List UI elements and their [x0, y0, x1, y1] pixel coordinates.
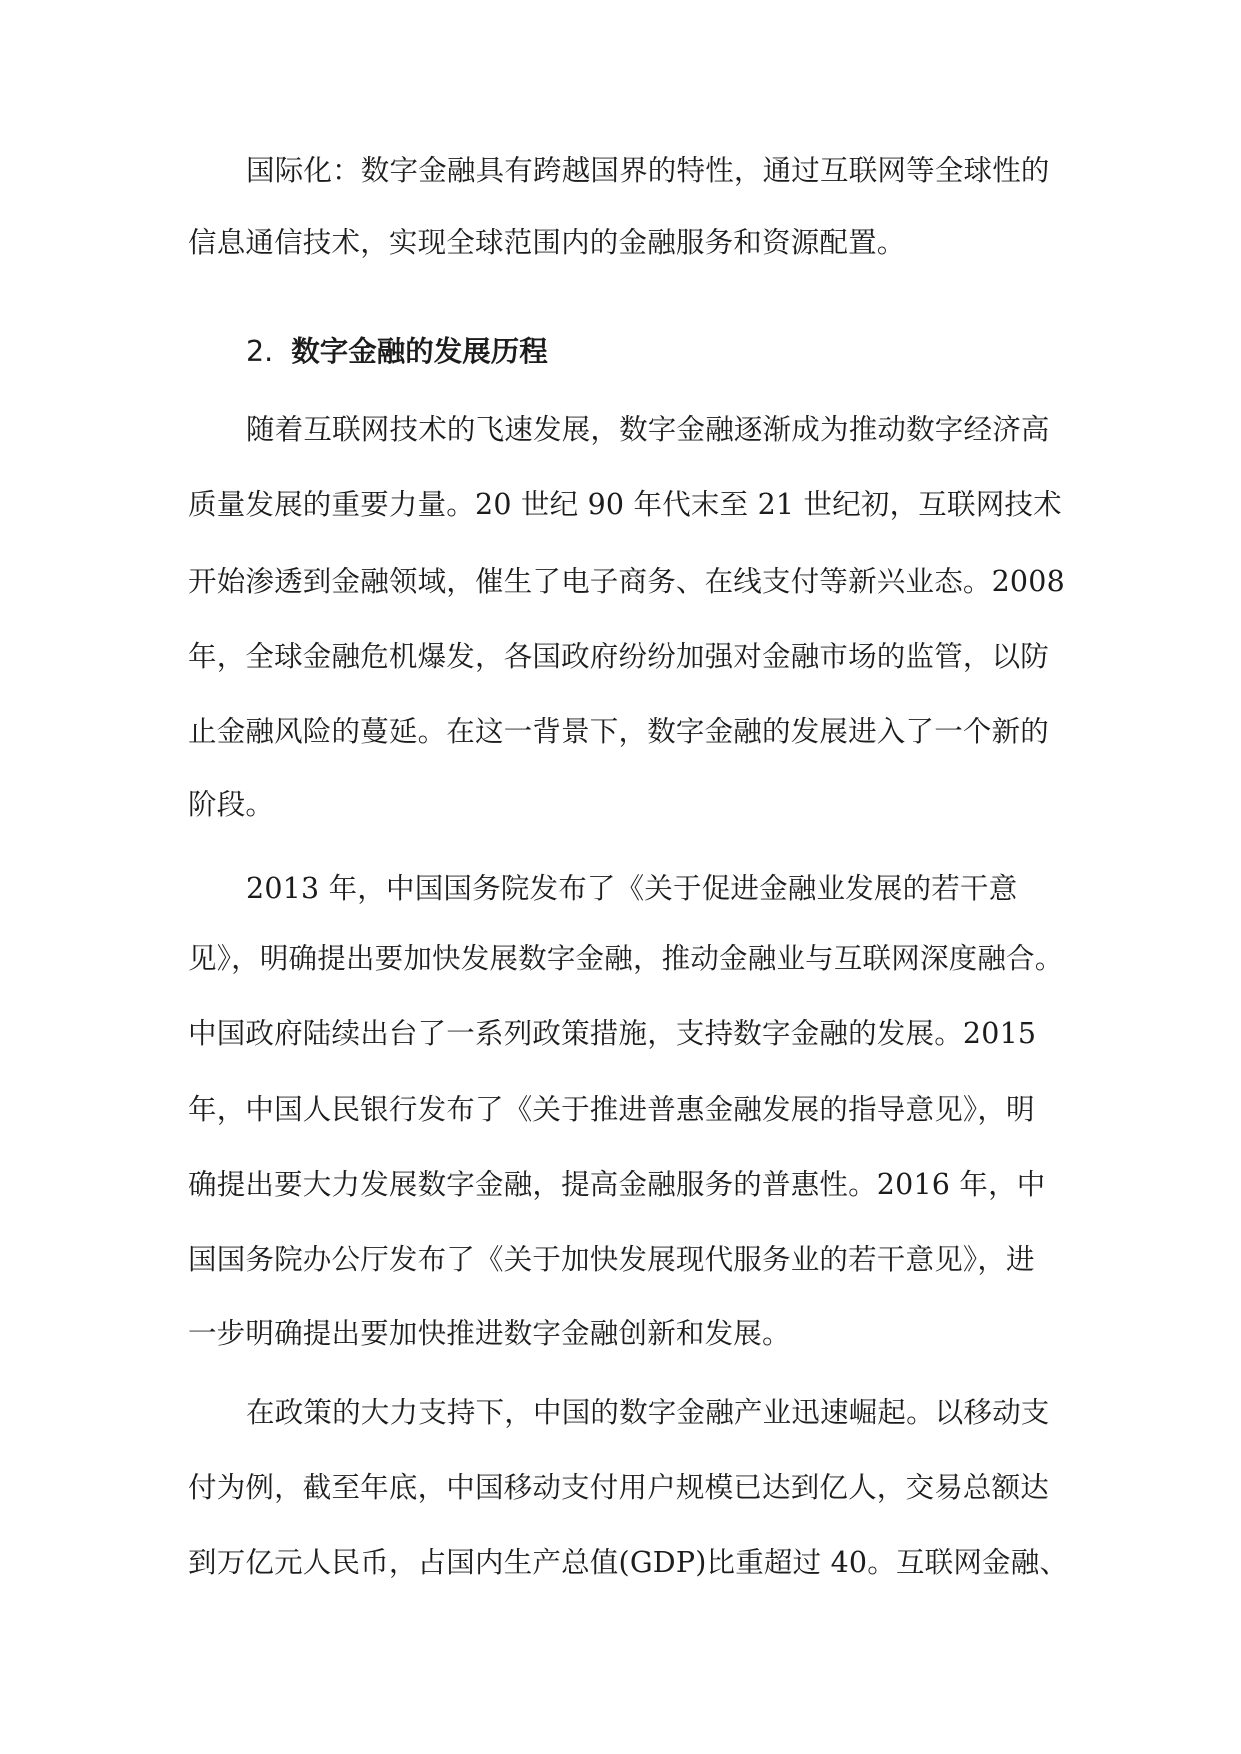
text-line: 国国务院办公厅发布了《关于加快发展现代服务业的若干意见》，进 — [188, 1243, 1035, 1276]
text-line: 质量发展的重要力量。20 世纪 90 年代末至 21 世纪初，互联网技术 — [188, 488, 1062, 521]
text-line: 止金融风险的蔓延。在这一背景下，数字金融的发展进入了一个新的 — [188, 715, 1050, 748]
text-line: 2013 年，中国国务院发布了《关于促进金融业发展的若干意 — [246, 872, 1018, 905]
text-line: 国际化：数字金融具有跨越国界的特性，通过互联网等全球性的 — [246, 154, 1050, 187]
text-line: 付为例，截至年底，中国移动支付用户规模已达到亿人，交易总额达 — [188, 1471, 1050, 1504]
text-line: 在政策的大力支持下，中国的数字金融产业迅速崛起。以移动支 — [246, 1396, 1050, 1429]
text-line: 到万亿元人民币，占国内生产总值(GDP)比重超过 40。互联网金融、 — [188, 1546, 1069, 1579]
text-line: 阶段。 — [188, 788, 275, 821]
text-line: 中国政府陆续出台了一系列政策措施，支持数字金融的发展。2015 — [188, 1017, 1037, 1050]
text-line: 开始渗透到金融领域，催生了电子商务、在线支付等新兴业态。2008 — [188, 565, 1065, 598]
text-line: 信息通信技术，实现全球范围内的金融服务和资源配置。 — [188, 226, 906, 259]
text-line: 见》，明确提出要加快发展数字金融，推动金融业与互联网深度融合。 — [188, 942, 1064, 975]
section-number: 2. — [246, 335, 274, 368]
section-title: 数字金融的发展历程 — [291, 335, 548, 368]
section-heading — [246, 332, 548, 372]
text-line: 年，全球金融危机爆发，各国政府纷纷加强对金融市场的监管，以防 — [188, 640, 1050, 673]
text-line: 年，中国人民银行发布了《关于推进普惠金融发展的指导意见》，明 — [188, 1093, 1035, 1126]
text-line: 随着互联网技术的飞速发展，数字金融逐渐成为推动数字经济高 — [246, 413, 1050, 446]
text-line: 确提出要大力发展数字金融，提高金融服务的普惠性。2016 年，中 — [188, 1168, 1046, 1201]
text-line: 一步明确提出要加快推进数字金融创新和发展。 — [188, 1317, 791, 1350]
